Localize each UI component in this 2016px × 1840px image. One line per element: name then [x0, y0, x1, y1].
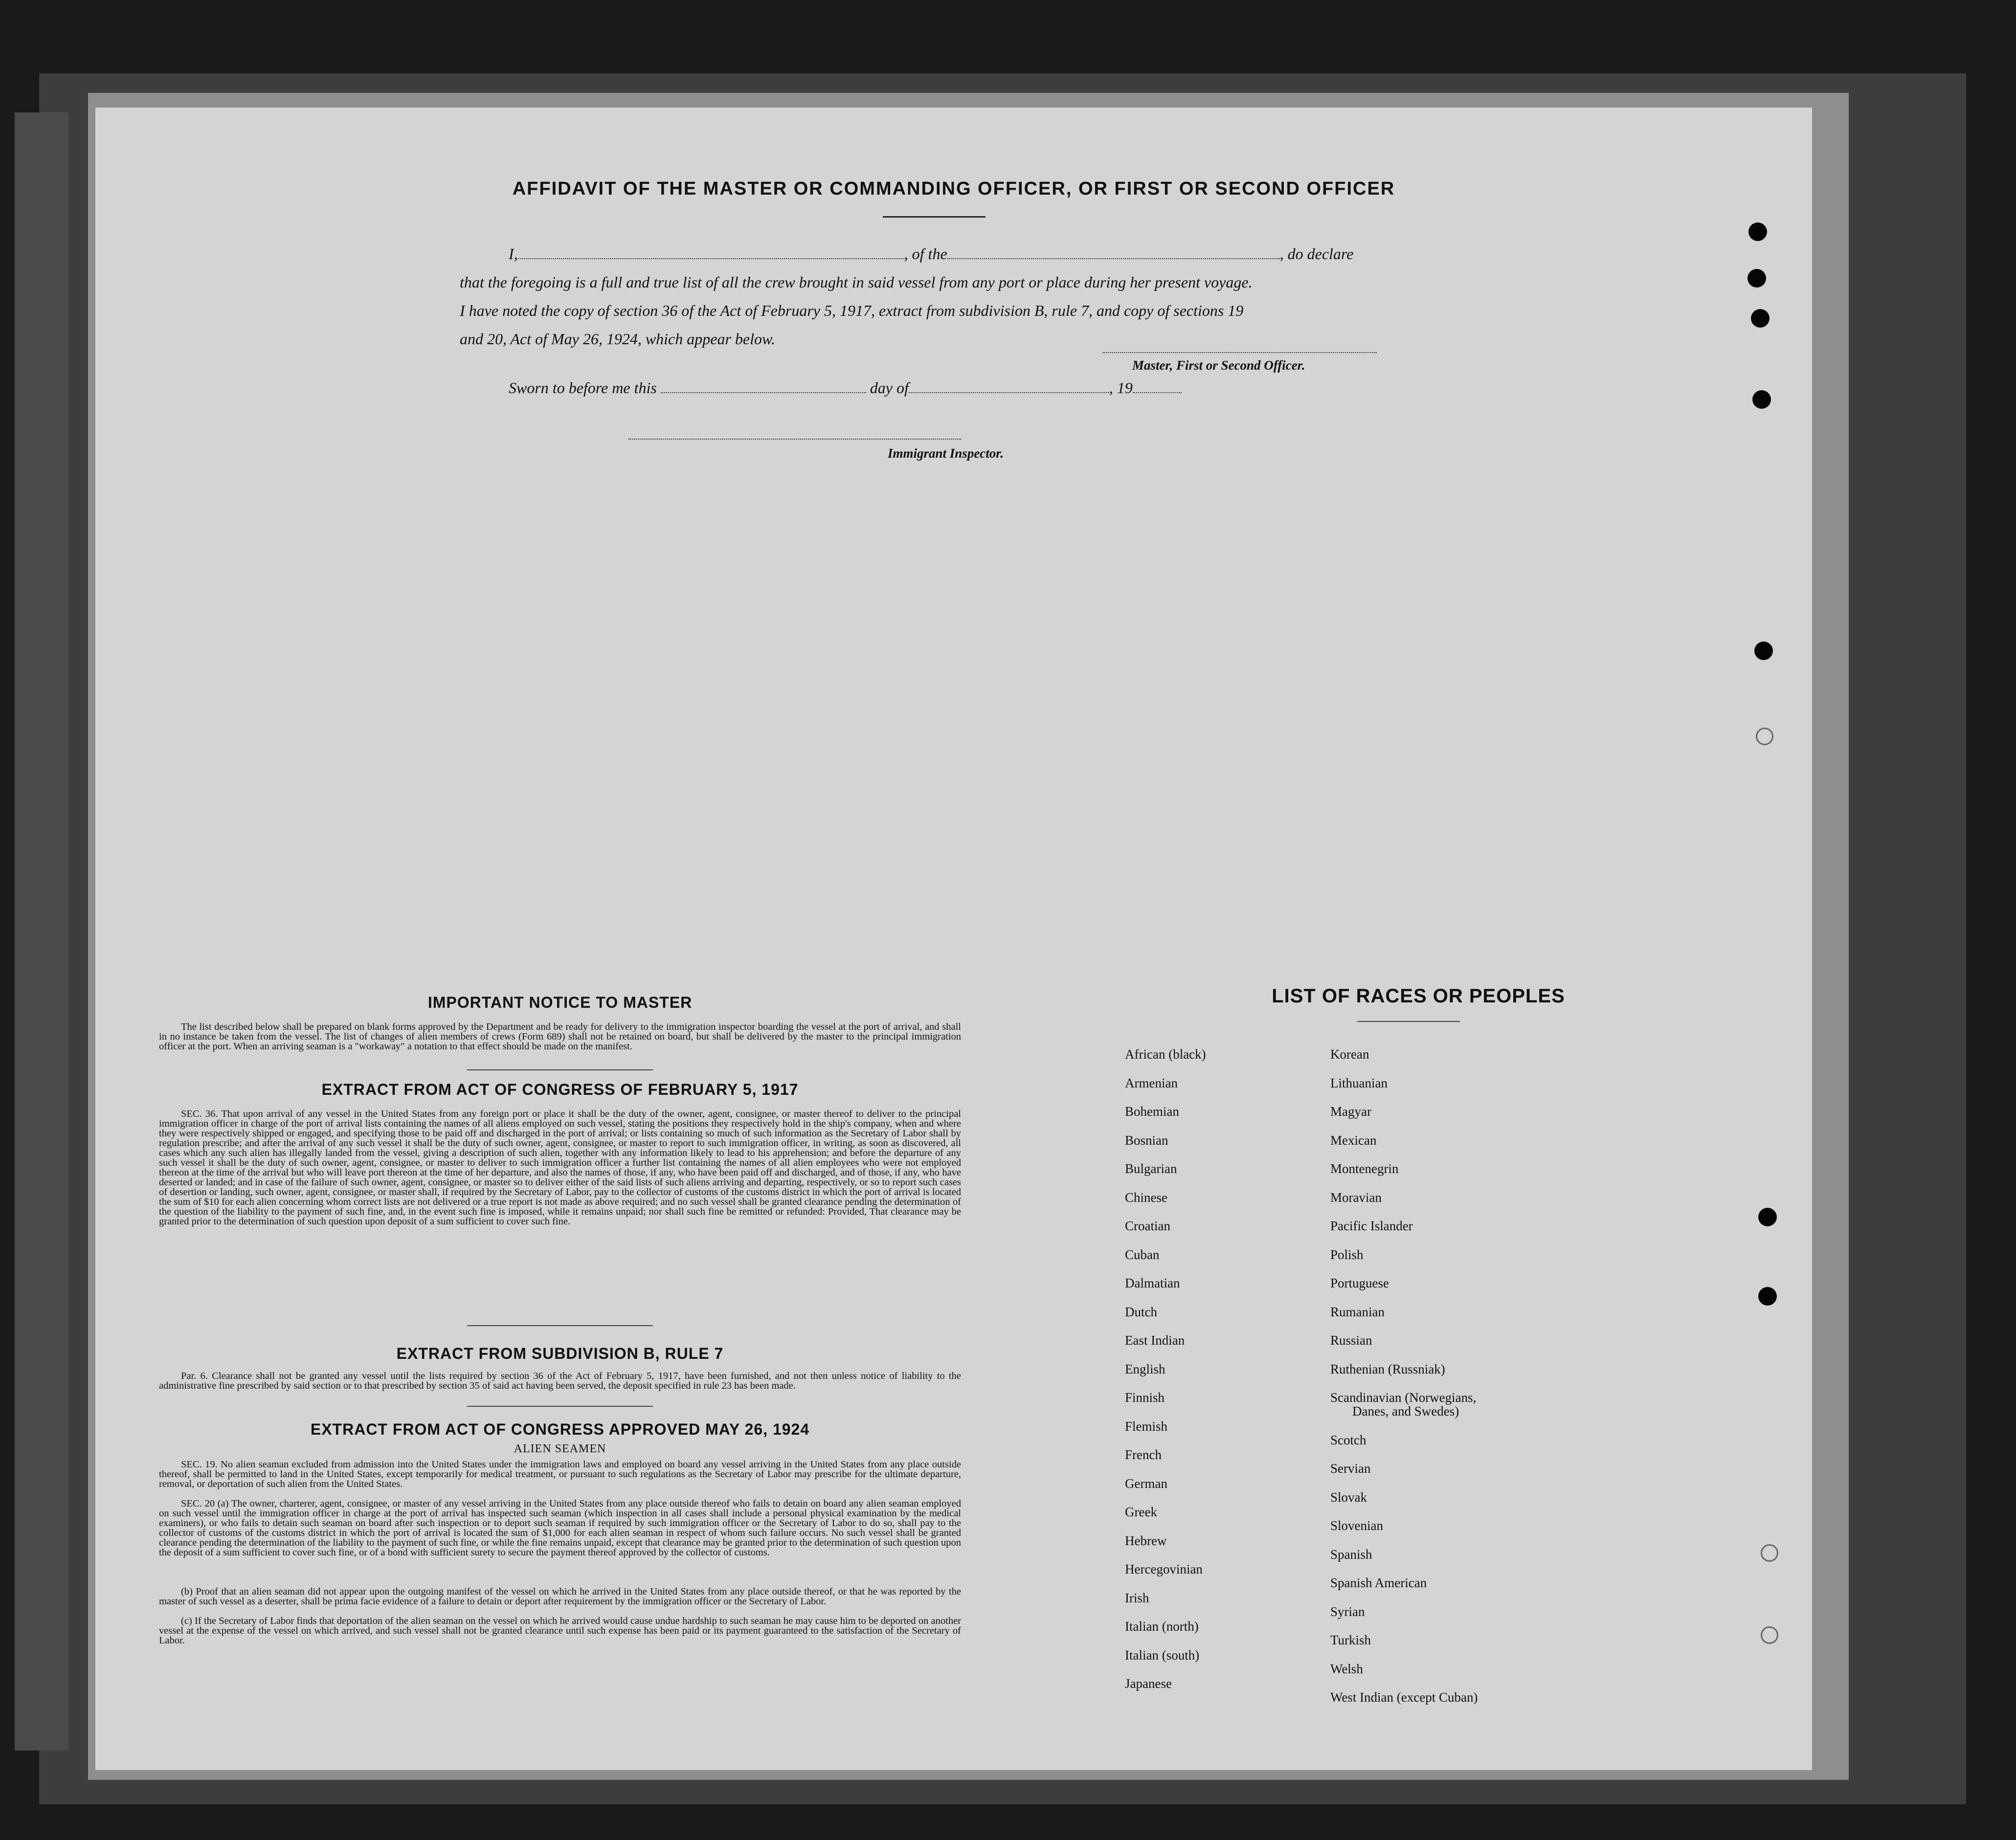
punch-hole — [1754, 642, 1773, 660]
race-item: Turkish — [1330, 1633, 1371, 1647]
rule7-title: EXTRACT FROM SUBDIVISION B, RULE 7 — [396, 1345, 724, 1362]
race-item: Syrian — [1330, 1604, 1365, 1619]
notice-title: IMPORTANT NOTICE TO MASTER — [427, 994, 693, 1011]
race-item: Servian — [1330, 1461, 1371, 1476]
act-1924-sec20c: (c) If the Secretary of Labor finds that deportation of the alien seaman on the vessel on which he arrived would cause undue hardship to such seaman he may cause him to be deported on another vessel at the expense of the vessel on which arrived, and such vessel shall not be granted clearance until such expense has been paid or its payment guaranteed to the satisfaction of the Secretary of Labor. — [159, 1616, 961, 1646]
binding-edge — [15, 112, 68, 1751]
race-item: Greek — [1125, 1505, 1157, 1519]
race-item: Magyar — [1330, 1104, 1371, 1119]
race-item: Polish — [1330, 1247, 1364, 1262]
race-item: Japanese — [1125, 1676, 1172, 1691]
race-item: Italian (north) — [1125, 1619, 1199, 1634]
race-item: West Indian (except Cuban) — [1330, 1690, 1478, 1705]
sworn-year: , 19 — [1109, 379, 1133, 397]
punch-hole — [1748, 222, 1767, 241]
race-item: Portuguese — [1330, 1276, 1389, 1290]
sworn-prefix: Sworn to before me this — [509, 379, 657, 397]
act-1924-sec19: SEC. 19. No alien seaman excluded from admission into the United States under the immigration laws and employed on board any vessel arriving in the United States from any place outside thereof, shall be permitted to land in the United States, except temporarily for medical treatment, or pursuant to such regulations as the Secretary of Labor may prescribe for the ultimate departure, removal, or deportation of such alien from the United States. — [159, 1459, 961, 1489]
race-item: East Indian — [1125, 1333, 1185, 1348]
race-item: Spanish American — [1330, 1575, 1427, 1590]
race-item: Flemish — [1125, 1419, 1168, 1434]
race-item: Dalmatian — [1125, 1276, 1180, 1290]
race-item: Finnish — [1125, 1390, 1165, 1405]
master-signature-line — [1103, 352, 1377, 353]
race-item: Mexican — [1330, 1132, 1377, 1148]
inspector-signature-line — [628, 439, 961, 440]
sworn-month-blank — [909, 380, 1109, 393]
punch-hole — [1747, 269, 1766, 288]
race-item: Spanish — [1330, 1547, 1372, 1562]
act-1924-sec20b: (b) Proof that an alien seaman did not appear upon the outgoing manifest of the vessel on which he arrived in the United States from any place outside thereof, or that he was reported by the master of such vessel as a deserter, shall be prima facie evidence of a failure to detain or deport after requirement by the immigration officer or the Secretary of Labor. — [159, 1586, 961, 1607]
race-item: Danes, and Swedes) — [1352, 1404, 1459, 1419]
punch-hole — [1758, 1208, 1777, 1226]
declaration-i: I, — [509, 245, 518, 263]
race-item: African (black) — [1125, 1047, 1206, 1062]
race-item: Scotch — [1330, 1432, 1366, 1447]
rule7-divider — [467, 1406, 653, 1407]
race-item: Scandinavian (Norwegians, — [1330, 1390, 1477, 1405]
name-blank — [518, 245, 904, 259]
declaration-line-2: that the foregoing is a full and true list of all the crew brought in said vessel from any port or place during her present voyage. — [460, 273, 1253, 291]
declaration-text — [460, 240, 1506, 353]
punch-hole — [1761, 1626, 1778, 1644]
race-item: Welsh — [1330, 1661, 1363, 1676]
declaration-of-the: , of the — [904, 245, 947, 263]
punch-hole — [1751, 309, 1770, 328]
act-1917-text: SEC. 36. That upon arrival of any vessel in the United States from any foreign port or place it shall be the duty of the owner, agent, consignee, or master thereof to deliver to the principal immigration officer in charge of the port of arrival lists containing the names of all aliens employed on such vessel, stating the positions they respectively hold in the ship's company, when and where they were respectively shipped or engaged, and specifying those to be paid off and discharged in the port of arrival; or lists containing so much of such information as the Secretary of Labor shall by regulation prescribe; and after the arrival of any such vessel it shall be the duty of such owner, agent, consignee, or master to report to such immigration officer, in writing, as soon as discovered, all cases which any such alien has illegally landed from the vessel, giving a description of such alien, together with any information likely to lead to his apprehension; and before the departure of any such vessel it shall be the duty of such owner, agent, consignee, or master to deliver to such immigration officer a further list containing the names of all alien employees who were not employed thereon at the time of the arrival but who will leave port thereon at the time of her departure, and also the names of those, if any, who have been paid off and discharged, and of those, if any, who have deserted or landed; and in case of the failure of such owner, agent, consignee, or master so to deliver either of the said lists of such aliens arriving and departing, respectively, or so to report such cases of desertion or landing, such owner, agent, consignee, or master shall, if required by the Secretary of Labor, pay to the collector of customs of the customs district in which the port of arrival is located the sum of $10 for each alien concerning whom correct lists are not delivered or a true report is not made as above required; and no such vessel shall be granted clearance pending the determination of the question of the liability to the payment of such fine, and, in the event such fine is imposed, while it remains unpaid; nor shall such fine be remitted or refunded: Provided, That clearance may be granted prior to the determination of such question upon deposit of a sum sufficient to cover such fine. — [159, 1108, 961, 1227]
title-rule — [883, 216, 986, 218]
races-divider — [1357, 1021, 1460, 1022]
race-item: Moravian — [1330, 1190, 1382, 1205]
race-item: Dutch — [1125, 1304, 1157, 1319]
race-item: Hercegovinian — [1125, 1562, 1203, 1576]
race-item: Ruthenian (Russniak) — [1330, 1361, 1445, 1376]
document-page — [95, 108, 1812, 1770]
race-item: Cuban — [1125, 1247, 1160, 1262]
declaration-declare: , do declare — [1279, 245, 1354, 263]
races-title: LIST OF RACES OR PEOPLES — [1272, 985, 1565, 1007]
vessel-blank — [947, 245, 1280, 259]
affidavit-title: AFFIDAVIT OF THE MASTER OR COMMANDING OFFICER, OR FIRST OR SECOND OFFICER — [512, 178, 1395, 199]
race-item: Italian (south) — [1125, 1647, 1200, 1663]
sworn-day-of: day of — [870, 379, 909, 397]
punch-hole — [1752, 390, 1771, 409]
race-item: Pacific Islander — [1330, 1219, 1413, 1233]
race-item: Montenegrin — [1330, 1161, 1399, 1176]
rule7-text: Par. 6. Clearance shall not be granted any vessel until the lists required by section 36 of the Act of February 5, 1917, have been furnished, and not then unless notice of liability to the administrative fine prescribed by said section or to that prescribed by section 35 of said act having been served, the deposit specified in rule 23 has been made. — [159, 1371, 961, 1391]
notice-divider — [467, 1069, 653, 1070]
race-item: Bulgarian — [1125, 1161, 1177, 1176]
declaration-line-4: and 20, Act of May 26, 1924, which appear below. — [460, 330, 775, 348]
act-1917-divider — [467, 1325, 653, 1326]
sworn-year-blank — [1133, 380, 1182, 393]
master-caption: Master, First or Second Officer. — [1132, 358, 1305, 373]
act-1924-subtitle: ALIEN SEAMEN — [514, 1442, 606, 1455]
punch-hole — [1761, 1544, 1778, 1562]
race-item: Korean — [1330, 1047, 1369, 1062]
race-item: Chinese — [1125, 1190, 1167, 1205]
inspector-caption: Immigrant Inspector. — [888, 446, 1004, 461]
act-1924-title: EXTRACT FROM ACT OF CONGRESS APPROVED MAY 26, 1924 — [310, 1420, 810, 1438]
race-item: German — [1125, 1476, 1167, 1491]
race-item: Lithuanian — [1330, 1075, 1388, 1090]
race-item: Armenian — [1125, 1075, 1178, 1090]
sworn-day-blank — [661, 380, 866, 393]
race-item: English — [1125, 1361, 1165, 1376]
sworn-line — [509, 379, 1182, 397]
punch-hole — [1758, 1287, 1777, 1306]
race-item: Slovenian — [1330, 1518, 1383, 1533]
act-1917-title: EXTRACT FROM ACT OF CONGRESS OF FEBRUARY 5, 1917 — [321, 1081, 799, 1098]
notice-text: The list described below shall be prepared on blank forms approved by the Department and be ready for delivery to the immigration inspector boarding the vessel at the port of arrival, and shall in no instance be taken from the vessel. The list of changes of alien members of crews (Form 689) shall not be retained on board, but shall be delivered by the master to the principal immigration officer at the port. When an arriving seaman is a "workaway" a notation to that effect should be made on the manifest. — [159, 1021, 961, 1052]
race-item: Hebrew — [1125, 1533, 1167, 1548]
race-item: Slovak — [1330, 1489, 1367, 1505]
declaration-line-1 — [460, 240, 1506, 268]
race-item: Bosnian — [1125, 1132, 1168, 1148]
race-item: Rumanian — [1330, 1304, 1385, 1319]
act-1924-sec20a: SEC. 20 (a) The owner, charterer, agent, consignee, or master of any vessel arriving in the United States from any place outside thereof who fails to detain on board any alien seaman employed on such vessel until the immigration officer in charge at the port of arrival has inspected such seaman (which inspection in all cases shall include a personal physical examination by the medical examiners), or who fails to detain such seaman on board after such inspection or to deport such seaman if required by such immigration officer or the Secretary of Labor to do so, shall pay to the collector of customs of the customs district in which the port of arrival is located the sum of $1,000 for each alien seaman in respect of whom such failure occurs. No such vessel shall be granted clearance pending the determination of the liability to the payment of such fine, or while the fine remains unpaid, except that clearance may be granted prior to the determination of such question upon the deposit of a sum sufficient to cover such fine, or of a bond with sufficient surety to secure the payment thereof approved by the collector of customs. — [159, 1498, 961, 1558]
punch-hole — [1756, 728, 1773, 745]
declaration-line-3: I have noted the copy of section 36 of the Act of February 5, 1917, extract from subdivision B, rule 7, and copy of sections 19 — [460, 302, 1244, 319]
race-item: Irish — [1125, 1590, 1149, 1605]
race-item: Croatian — [1125, 1219, 1170, 1233]
race-item: Bohemian — [1125, 1104, 1179, 1119]
race-item: French — [1125, 1447, 1162, 1462]
race-item: Russian — [1330, 1333, 1372, 1348]
